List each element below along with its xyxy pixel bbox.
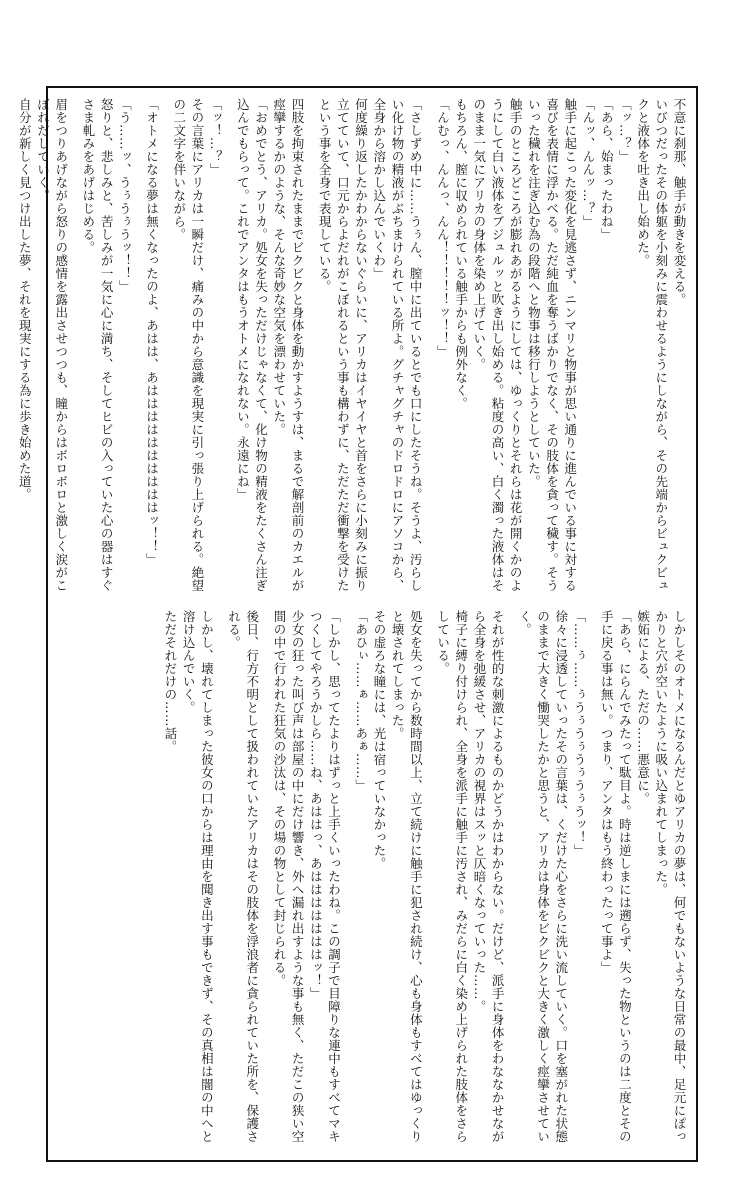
paragraph: 「あひぃ……ぁ……あぁ……」 <box>353 610 369 792</box>
paragraph: 四肢を拘束されたままでビクビクと身体を動かすようすは、まるで解剖前のカエルが痙攣するかのような、そんな奇妙な空気を漂わせていた。 <box>271 98 305 592</box>
paragraph: 嫉妬による、ただの……悪意に。 <box>635 610 651 805</box>
paragraph: 少女の狂った叫び声は部屋の中にだけ響き、外へ漏れ出すような事も無く、ただこの狭い空間の中で行われた狂気の沙汰は、その場の物として封じられる。 <box>271 610 306 1143</box>
paragraph: その虚ろな瞳には、光は宿っていなかった。 <box>371 610 387 870</box>
paragraph: 「んッ、んんッ…？」 <box>580 98 596 228</box>
paragraph: 徐々に浸透していったその言葉は、くだけた心をさらに洗い流していく。口を塞がれた状態のままで大きく慟哭したかと思うと、アリカは身体をビクビクと大きく激しく痙攣させていく。 <box>517 610 569 1143</box>
paragraph: それが性的な刺激によるものかどうかはわからない。だけど、派手に身体をわななかせながら全身を弛緩させ、アリカの視界はスッと仄暗くなっていった……。 <box>471 610 506 1143</box>
paragraph: 「オトメになる夢は無くなったのよ、あはは、あははははははははははッ！！」 <box>144 98 160 566</box>
paragraph: 触手のところどころが膨れあがるようにしては、ゆっくりとそれらは花が開くかのようにして白い液体をブジュルッと吹き出し始める。粘度の高い、白く濁った液体はそのまま一気にアリカの身体を染め上げていく。 <box>471 98 524 592</box>
paragraph: その言葉にアリカは一瞬だけ、痛みの中から意識を現実に引っ張り上げられる。絶望の二文字を伴いながら。 <box>171 98 205 592</box>
paragraph: 「ッ！…？」 <box>208 98 224 176</box>
paragraph: 「さしずめ中に……うぅん、膣中に出ているとでも口にしたそうね。そうよ、汚らしい化け物の精液がぶちまけられている所よ。グチャグチャのドロドロにアソコから、全身から溶かし込んでいくわ」 <box>371 98 424 592</box>
paragraph: 何度繰り返したかわからないぐらいに、アリカはイヤイヤと首をさらに小刻みに振り立てていて、口元からよだれがこぼれるという事も構わずに、ただただ衝撃を受けたという事を全身で表現している。 <box>317 98 369 592</box>
paragraph: 「あら、にらんでみたって駄目よ。時は逆しまには遡らず、失った物というのは二度とその手に戻る事は無い。つまり、アンタはもう終わったって事よ」 <box>599 610 633 1143</box>
paragraph: 「んむっ、んんっ、んん！！！！！ッ！！」 <box>435 98 451 358</box>
paragraph: 「ッ…？」 <box>617 98 633 163</box>
paragraph: 椅子に縛り付けられ、全身を派手に触手に汚され、みだらに白く染め上げられた肢体をさらしている。 <box>435 610 469 1143</box>
paragraph: 不意に刹那、触手が動きを変える。 <box>672 98 687 306</box>
paragraph: 「あら、始まったわね」 <box>599 98 615 241</box>
paragraph: しかし、壊れてしまった彼女の口からは理由を聞き出す事もできず、その真相は闇の中へと溶け込んでいく。 <box>181 610 215 1143</box>
paragraph: しかしそのオトメになるんだとゆアリカの夢は、何でもないような日常の最中、足元にぽっかりと穴が空いたように吸い込まれてしまった。 <box>653 610 687 1143</box>
paragraph: いびつだったその体躯を小刻みに震わせるようにしながら、その先端からビュクビュクと液体を吐き出し始めた。 <box>635 98 669 592</box>
paragraph: 「……ぅ……ぅうぅうぅうぅうぅうッ！」 <box>571 610 587 857</box>
paragraph: 「う……ッ、うぅうぅうッ！！」 <box>117 98 133 293</box>
paragraph: ただそれだけの……話。 <box>162 610 178 753</box>
paragraph: 触手に起こった変化を見逃さず、ニンマリと物事が思い通りに進んでいる事に対する喜びを表情に浮かべる。ただ純血を奪うばかりでなく、その肢体を貪って穢す。そういった穢れを注ぎ込む為の段階へと物事は移行しようとしていた。 <box>526 98 578 592</box>
paragraph: 眉をつりあげながら怒りの感情を露出させつつも、瞳からはボロボロと激しく涙がこぼれだしていく。 <box>35 98 69 592</box>
paragraph: 後日、行方不明として扱われていたアリカはその肢体を浮浪者に貪られていた所を、保護される。 <box>226 610 260 1143</box>
paragraph: 「しかし、思ってたよりはずっと上手くいったわね。この調子で目障りな連中もすべてマキつくしてやろうかしら……ね、あははっ、あはははははははッ！」 <box>308 610 342 1143</box>
paragraph: 処女を失ってから数時間以上、立て続けに触手に犯され続け、心も身体もすべてはゆっくりと壊されてしまった。 <box>390 610 424 1143</box>
paragraph: 「おめでとう、アリカ。処女を失っただけじゃなくて、化け物の精液をたくさん注ぎ込んでもらって。これでアンタはもうオトメになれない。永遠にね」 <box>235 98 269 592</box>
paragraph: 自分が新しく見つけ出した夢、それを現実にする為に歩き始めた道。 <box>17 98 33 501</box>
paragraph: もちろん、膣に収められている触手からも例外なく。 <box>453 98 469 410</box>
paragraph: 怒りと、悲しみと、苦しみが一気に心に満ち、そしてヒビの入っていた心の器はすぐさま軋みをあげはじめる。 <box>80 98 115 592</box>
page-frame <box>17 86 698 1162</box>
text-block-upper <box>17 98 688 598</box>
text-block-lower <box>60 610 688 1150</box>
